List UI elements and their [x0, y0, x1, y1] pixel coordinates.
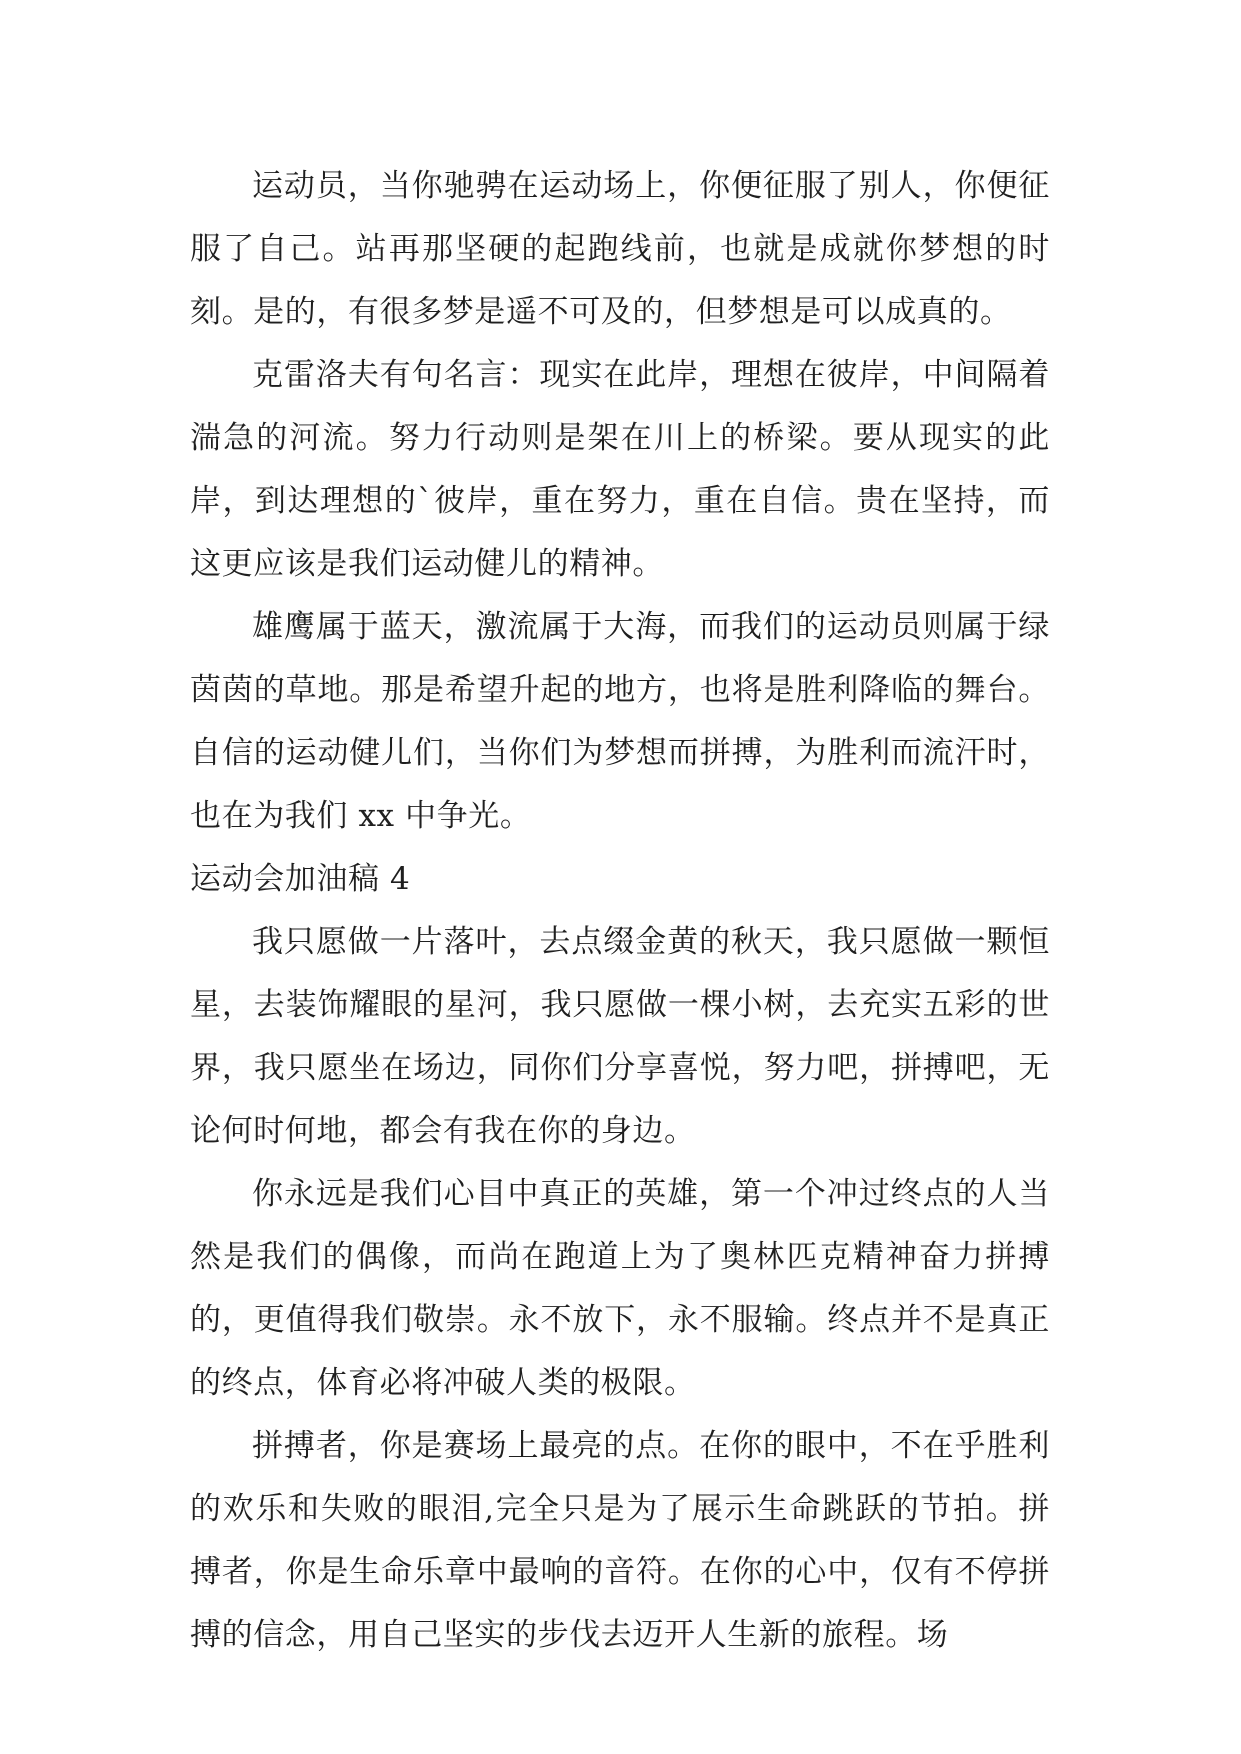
paragraph-athletes: 运动员，当你驰骋在运动场上，你便征服了别人，你便征服了自己。站再那坚硬的起跑线前，也就是成就你梦想的时刻。是的，有很多梦是遥不可及的，但梦想是可以成真的。: [190, 168, 1050, 330]
section-heading: 运动会加油稿 4: [190, 861, 411, 897]
paragraph-krylov-quote: 克雷洛夫有句名言：现实在此岸，理想在彼岸，中间隔着湍急的河流。努力行动则是架在川上的桥梁。要从现实的此岸，到达理想的`彼岸，重在努力，重在自信。贵在坚持，而这更应该是我们运动健儿的精神。: [190, 357, 1050, 582]
paragraph-true-hero: 你永远是我们心目中真正的英雄，第一个冲过终点的人当然是我们的偶像，而尚在跑道上为了奥林匹克精神奋力拼搏的，更值得我们敬崇。永不放下，永不服输。终点并不是真正的终点，体育必将冲破人类的极限。: [190, 1176, 1050, 1401]
document-body: [190, 155, 1050, 1667]
paragraph-eagle-sky: 雄鹰属于蓝天，激流属于大海，而我们的运动员则属于绿茵茵的草地。那是希望升起的地方，也将是胜利降临的舞台。自信的运动健儿们，当你们为梦想而拼搏，为胜利而流汗时，也在为我们 xx 中争光。: [190, 609, 1050, 834]
paragraph-fighter: 拼搏者，你是赛场上最亮的点。在你的眼中，不在乎胜利的欢乐和失败的眼泪,完全只是为了展示生命跳跃的节拍。拼搏者，你是生命乐章中最响的音符。在你的心中，仅有不停拼搏的信念，用自己坚实的步伐去迈开人生新的旅程。场: [190, 1428, 1050, 1653]
paragraph-falling-leaf: 我只愿做一片落叶，去点缀金黄的秋天，我只愿做一颗恒星，去装饰耀眼的星河，我只愿做一棵小树，去充实五彩的世界，我只愿坐在场边，同你们分享喜悦，努力吧，拼搏吧，无论何时何地，都会有我在你的身边。: [190, 924, 1050, 1149]
